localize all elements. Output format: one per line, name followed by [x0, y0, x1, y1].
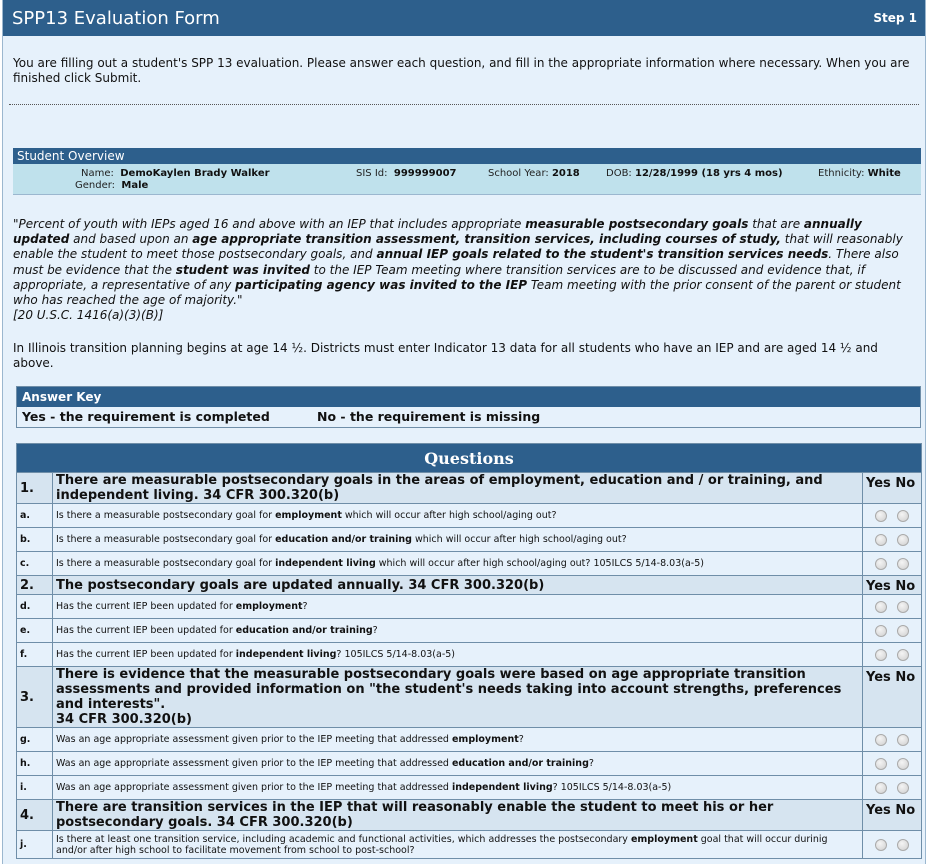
- answer-key: [16, 386, 921, 428]
- yes-no-header: Yes No: [863, 667, 922, 728]
- section-row: 2. The postsecondary goals are updated annually. 34 CFR 300.320(b) Yes No: [17, 576, 922, 595]
- answer-key-header: Answer Key: [17, 387, 920, 407]
- no-radio[interactable]: [897, 510, 909, 522]
- no-radio[interactable]: [897, 649, 909, 661]
- section-row: 1. There are measurable postsecondary goals in the areas of employment, education and / or training, and independent living. 34 CFR 300.320(b) Yes No: [17, 473, 922, 504]
- section-text: There are transition services in the IEP that will reasonably enable the student to meet his or her postsecondary goals. 34 CFR 300.320(b): [53, 800, 863, 831]
- ethnicity-field: Ethnicity: White: [818, 168, 901, 179]
- no-radio[interactable]: [897, 601, 909, 613]
- yes-radio[interactable]: [875, 601, 887, 613]
- student-overview-body: [13, 164, 921, 195]
- question-row-c: c. Is there a measurable postsecondary goal for independent living which will occur after high school/aging out? 105ILCS 5/14-8.03(a-5): [17, 552, 922, 576]
- section-text: There are measurable postsecondary goals in the areas of employment, education and / or training, and independent living. 34 CFR 300.320(b): [53, 473, 863, 504]
- sis-field: SIS Id: 999999007: [356, 168, 457, 179]
- student-overview-header: Student Overview: [13, 148, 921, 164]
- school-year: 2018: [551, 168, 580, 179]
- yes-radio[interactable]: [875, 734, 887, 746]
- sis-id: 999999007: [393, 168, 457, 179]
- section-row: 3. There is evidence that the measurable postsecondary goals were based on age appropriate transition assessments and provided information on "the student's needs taking into account strengths, preferences and interests". 34 CFR 300.320(b) Yes No: [17, 667, 922, 728]
- question-row-d: d. Has the current IEP been updated for employment?: [17, 595, 922, 619]
- question-row-e: e. Has the current IEP been updated for education and/or training?: [17, 619, 922, 643]
- title-bar: [3, 0, 925, 36]
- no-radio[interactable]: [897, 534, 909, 546]
- yes-radio[interactable]: [875, 625, 887, 637]
- yes-no-header: Yes No: [863, 473, 922, 504]
- no-radio[interactable]: [897, 782, 909, 794]
- illinois-note: In Illinois transition planning begins at age 14 ½. Districts must enter Indicator 13 data for all students who have an IEP and are aged 14 ½ and above.: [13, 341, 878, 371]
- yes-no-header: Yes No: [863, 800, 922, 831]
- student-gender: Male: [121, 180, 149, 191]
- gender-field: Gender: Male: [75, 180, 149, 191]
- question-row-j: j. Is there at least one transition service, including academic and functional activities, which addresses the postsecondary employment goal that will occur durinig and/or after high school to facilitate movement from school to post-school?: [17, 831, 922, 859]
- answer-key-no: No - the requirement is missing: [317, 409, 541, 425]
- answer-key-row: [17, 407, 920, 427]
- ethnicity: White: [867, 168, 901, 179]
- dob: 12/28/1999 (18 yrs 4 mos): [635, 168, 783, 179]
- section-text: The postsecondary goals are updated annually. 34 CFR 300.320(b): [53, 576, 863, 595]
- indicator-quote: "Percent of youth with IEPs aged 16 and above with an IEP that includes appropriate measurable postsecondary goals that are annually updated and based upon an age appropriate transition assessment, transition services, including courses of study, that will reasonably enable the student to meet those postsecondary goals, and annual IEP goals related to the student's transition services needs. There also must be evidence that the student was invited to the IEP Team meeting where transition services are to be discussed and evidence that, if appropriate, a representative of any participating agency was invited to the IEP Team meeting with the prior consent of the parent or student who has reached the age of majority." [20 U.S.C. 1416(a)(3)(B)]: [13, 217, 903, 323]
- question-row-b: b. Is there a measurable postsecondary goal for education and/or training which will occur after high school/aging out?: [17, 528, 922, 552]
- student-name: DemoKaylen Brady Walker: [120, 168, 270, 179]
- divider: [9, 104, 919, 105]
- question-row-i: i. Was an age appropriate assessment given prior to the IEP meeting that addressed independent living? 105ILCS 5/14-8.03(a-5): [17, 776, 922, 800]
- question-row-g: g. Was an age appropriate assessment given prior to the IEP meeting that addressed employment?: [17, 728, 922, 752]
- no-radio[interactable]: [897, 558, 909, 570]
- answer-key-yes: Yes - the requirement is completed: [22, 409, 270, 425]
- yes-radio[interactable]: [875, 534, 887, 546]
- questions-table: [16, 443, 922, 859]
- no-radio[interactable]: [897, 734, 909, 746]
- intro-text: You are filling out a student's SPP 13 evaluation. Please answer each question, and fill in the appropriate information where necessary. When you are finished click Submit.: [13, 56, 910, 85]
- yes-radio[interactable]: [875, 758, 887, 770]
- question-row-f: f. Has the current IEP been updated for independent living? 105ILCS 5/14-8.03(a-5): [17, 643, 922, 667]
- questions-header: Questions: [17, 444, 922, 473]
- form-title: SPP13 Evaluation Form: [12, 7, 220, 29]
- question-row-h: h. Was an age appropriate assessment given prior to the IEP meeting that addressed education and/or training?: [17, 752, 922, 776]
- form-page: [2, 0, 926, 864]
- yes-radio[interactable]: [875, 510, 887, 522]
- section-row: 4. There are transition services in the IEP that will reasonably enable the student to meet his or her postsecondary goals. 34 CFR 300.320(b) Yes No: [17, 800, 922, 831]
- yes-radio[interactable]: [875, 839, 887, 851]
- no-radio[interactable]: [897, 758, 909, 770]
- yes-radio[interactable]: [875, 649, 887, 661]
- step-indicator: Step 1: [873, 11, 917, 25]
- yes-no-header: Yes No: [863, 576, 922, 595]
- no-radio[interactable]: [897, 839, 909, 851]
- question-row-a: a. Is there a measurable postsecondary goal for employment which will occur after high school/aging out?: [17, 504, 922, 528]
- dob-field: DOB: 12/28/1999 (18 yrs 4 mos): [606, 168, 783, 179]
- yes-radio[interactable]: [875, 558, 887, 570]
- student-overview: [13, 148, 921, 195]
- yes-radio[interactable]: [875, 782, 887, 794]
- quote-citation: [20 U.S.C. 1416(a)(3)(B)]: [13, 308, 164, 323]
- section-text: There is evidence that the measurable postsecondary goals were based on age appropriate transition assessments and provided information on "the student's needs taking into account strengths, preferences and interests". 34 CFR 300.320(b): [53, 667, 863, 728]
- no-radio[interactable]: [897, 625, 909, 637]
- school-year-field: School Year: 2018: [488, 168, 580, 179]
- name-field: Name: DemoKaylen Brady Walker: [81, 168, 270, 179]
